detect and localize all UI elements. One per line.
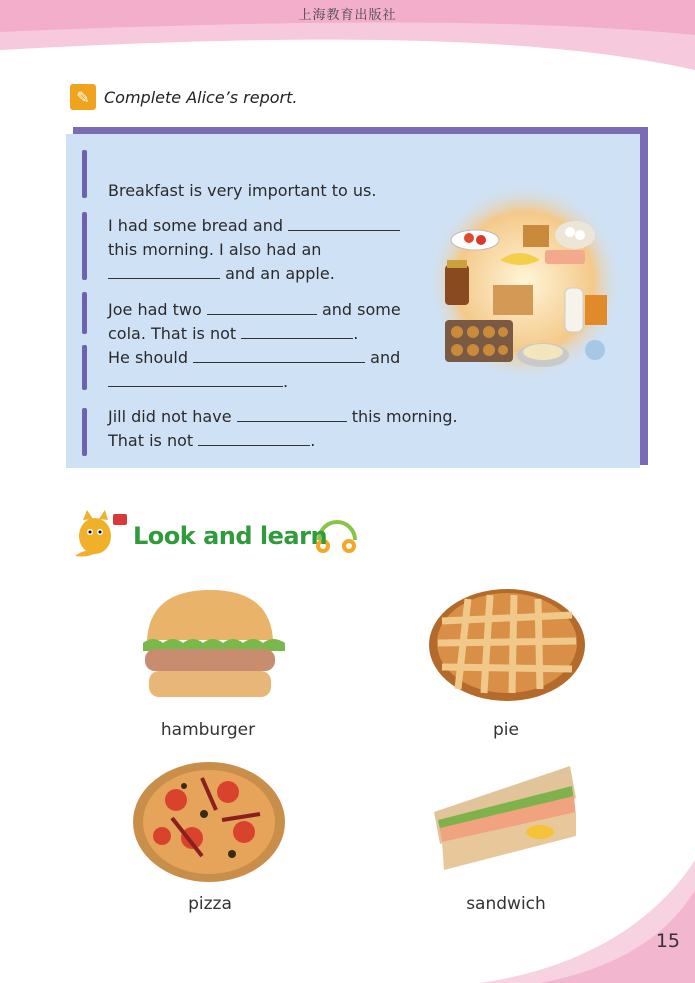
food-label: sandwich [466, 894, 546, 914]
paragraph-marker [82, 408, 87, 456]
sandwich-image [430, 762, 578, 874]
instruction-row [70, 82, 297, 112]
food-label: hamburger [160, 720, 256, 740]
blank-field[interactable] [193, 347, 365, 363]
publisher-name: 上海教育出版社 [298, 8, 397, 23]
blank-field[interactable] [108, 263, 220, 279]
paragraph-marker [82, 292, 87, 334]
report-line: Breakfast is very important to us. [108, 181, 377, 200]
pencil-icon: ✎ [70, 84, 96, 110]
report-line: Joe had two and some [108, 300, 401, 319]
section-title: Look and learn [133, 522, 328, 550]
corner-pink-decoration [480, 860, 695, 983]
blank-field[interactable] [288, 215, 400, 231]
food-label: pizza [188, 894, 232, 914]
report-line: this morning. I also had an [108, 240, 322, 259]
instruction-text: Complete Alice’s report. [104, 87, 298, 107]
blank-field[interactable] [241, 323, 353, 339]
blank-field[interactable] [198, 430, 310, 446]
blank-field[interactable] [237, 406, 347, 422]
pizza-image [132, 760, 287, 885]
hamburger-image [135, 585, 285, 705]
report-line: cola. That is not . [108, 324, 359, 343]
report-line: He should and [108, 348, 401, 367]
food-label: pie [493, 720, 519, 740]
blank-field[interactable] [108, 371, 283, 387]
page-number: 15 [655, 930, 680, 952]
breakfast-food-photo [425, 180, 625, 385]
report-line: That is not . [108, 431, 316, 450]
blank-field[interactable] [207, 299, 317, 315]
paragraph-marker [82, 345, 87, 390]
report-line: . [108, 370, 288, 394]
pie-image [428, 585, 586, 703]
paragraph-marker [82, 212, 87, 280]
report-line: Jill did not have this morning. [108, 407, 458, 426]
report-line: and an apple. [108, 262, 335, 286]
paragraph-marker [82, 150, 87, 198]
report-line: I had some bread and [108, 214, 400, 238]
